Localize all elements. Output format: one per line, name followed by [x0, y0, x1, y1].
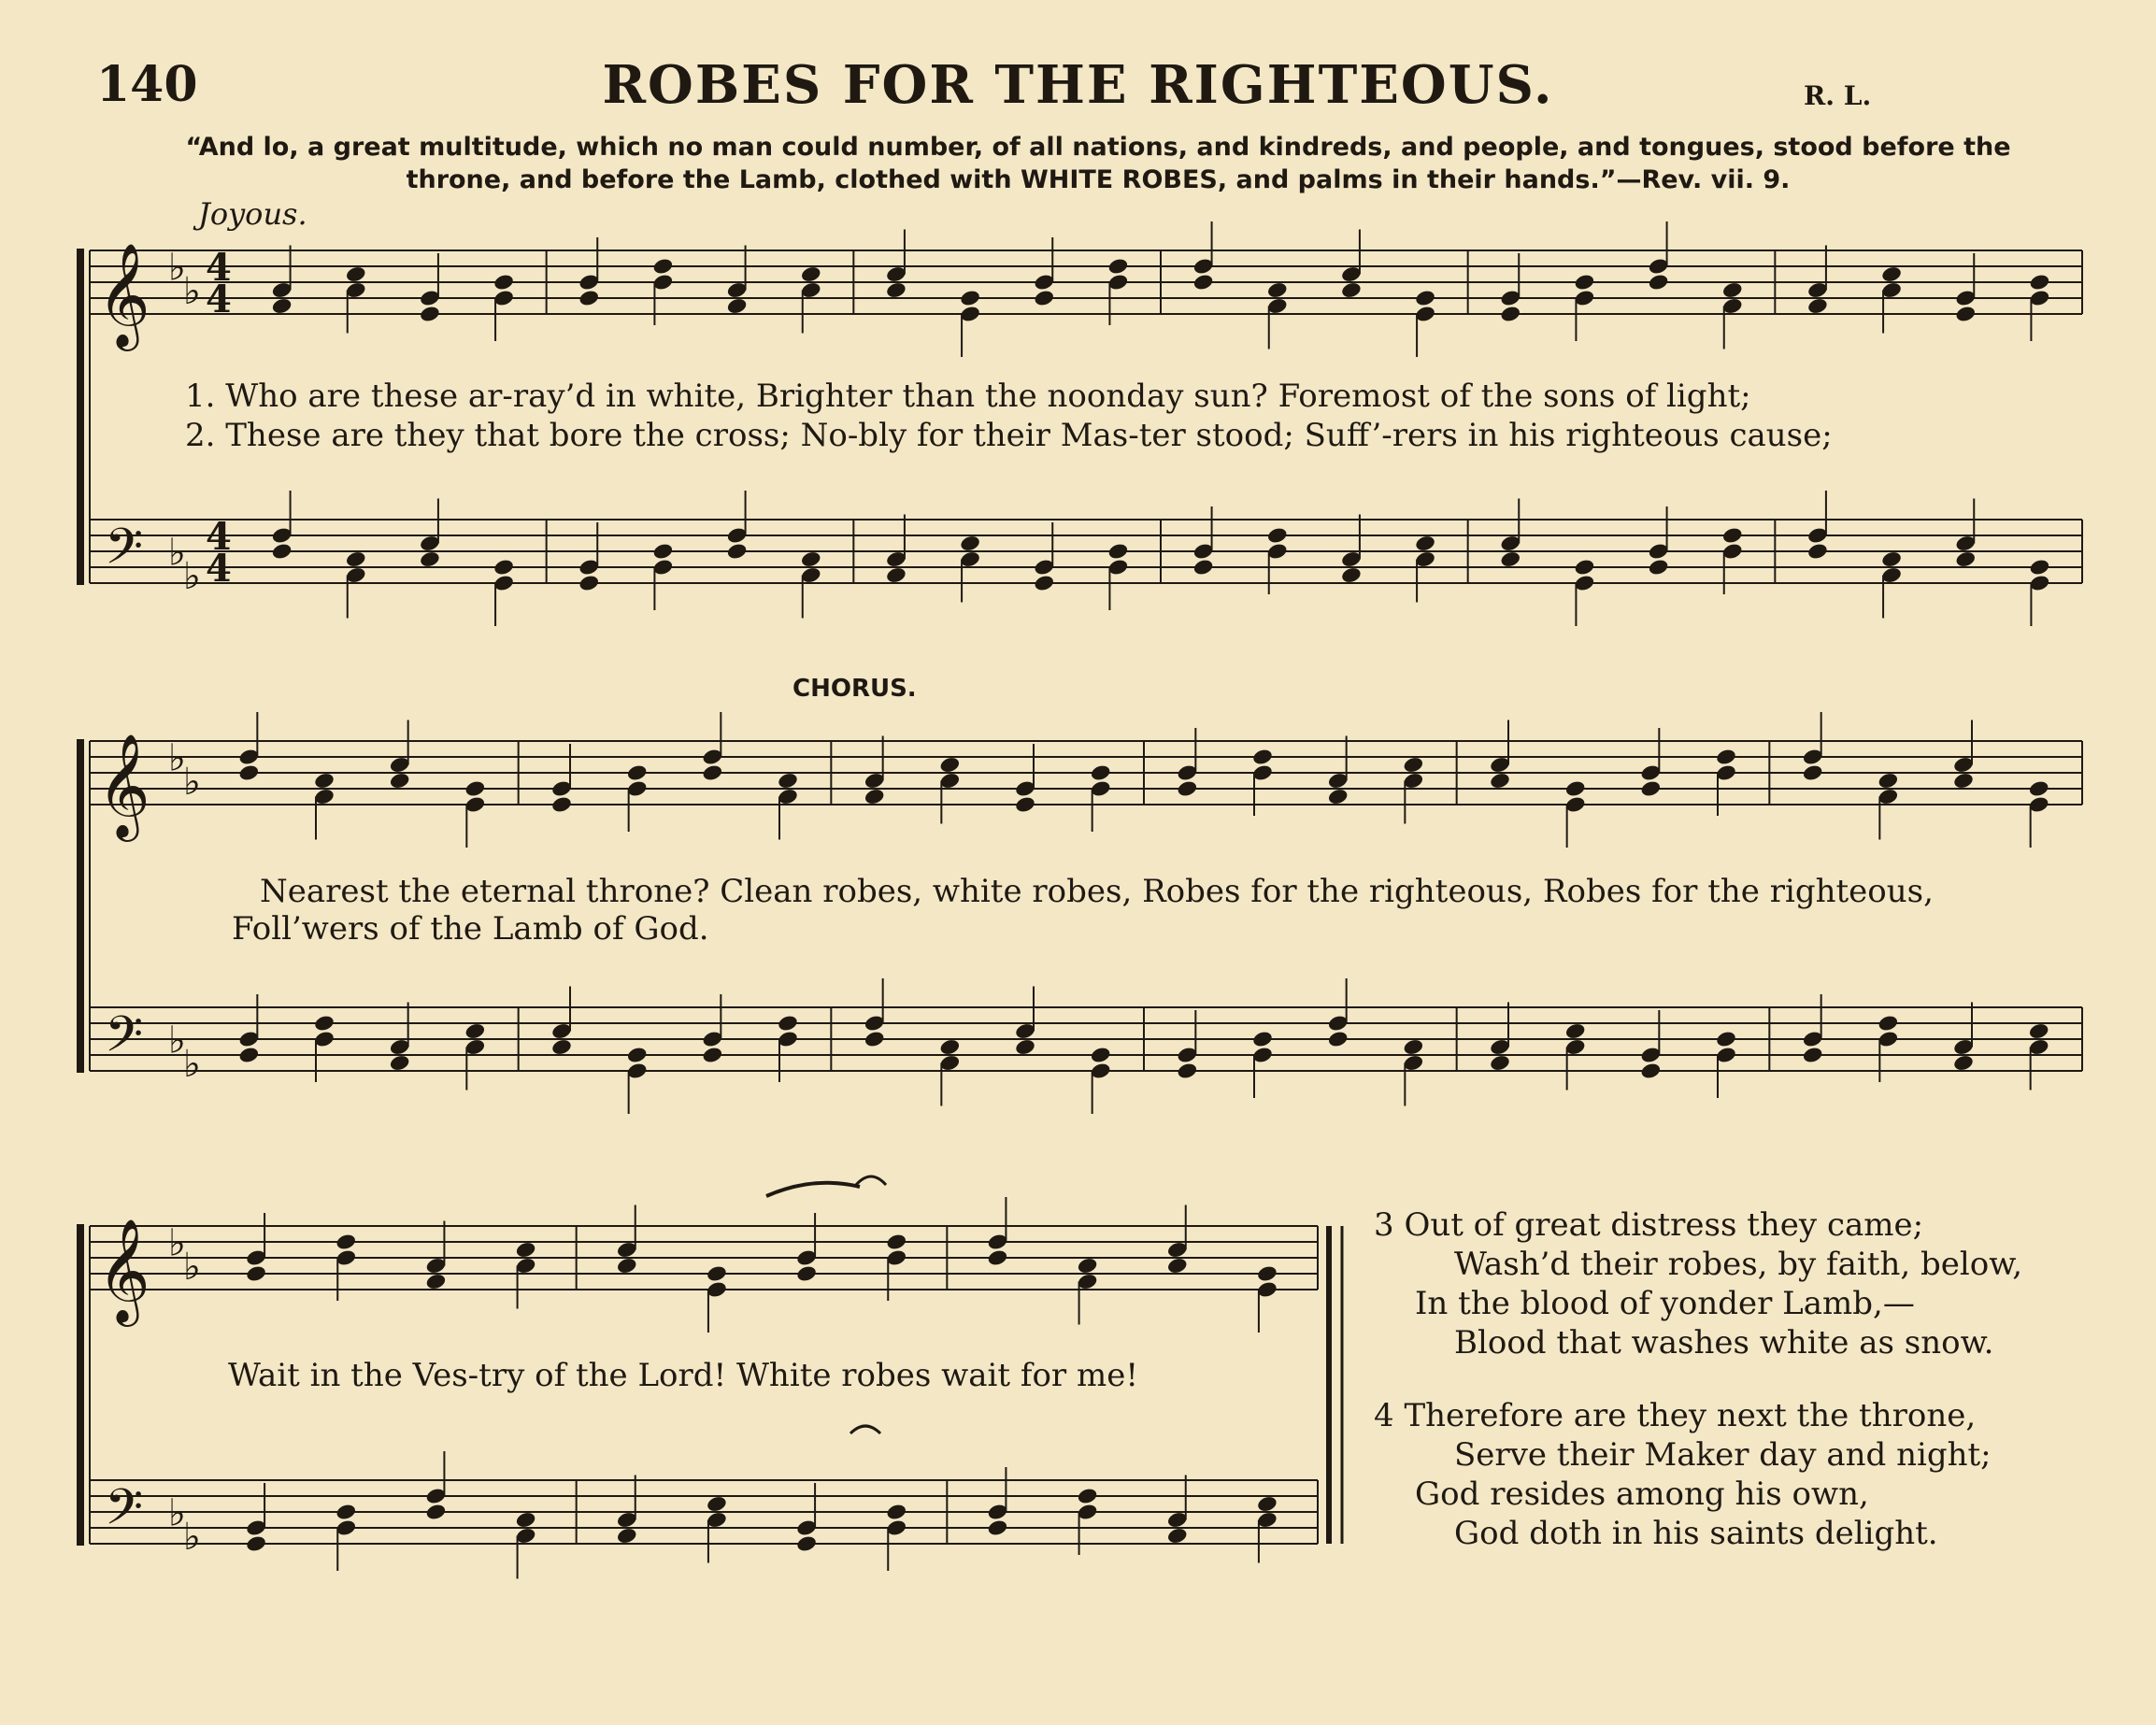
treble-note	[1414, 289, 1436, 307]
treble-note	[652, 257, 675, 276]
fermata-icon	[856, 1176, 886, 1185]
treble-note	[1256, 1264, 1278, 1283]
treble-note	[1878, 772, 1900, 791]
treble-note	[1715, 748, 1737, 766]
treble-note	[464, 779, 487, 798]
bass-clef-icon: 𝄢	[105, 1006, 144, 1076]
flat-sign-icon: ♭	[168, 246, 186, 290]
bass-note	[1107, 542, 1130, 561]
bass-note	[1952, 1054, 1975, 1073]
hymn-author: R. L.	[1804, 80, 1872, 111]
bass-note	[1340, 566, 1363, 585]
bass-note	[1090, 1046, 1112, 1064]
treble-note	[1802, 763, 1824, 782]
bass-note	[626, 1046, 649, 1064]
treble-note	[550, 795, 573, 814]
bass-note	[1721, 526, 1744, 545]
tempo-marking: Joyous.	[198, 196, 307, 232]
bass-note	[1499, 550, 1521, 569]
hymn-title: ROBES FOR THE RIGHTEOUS.	[602, 54, 1554, 116]
treble-note	[777, 772, 799, 791]
treble-note	[1014, 795, 1036, 814]
treble-note	[1806, 297, 1829, 316]
treble-note	[425, 1273, 448, 1291]
bass-note	[425, 1503, 448, 1521]
treble-note	[1574, 273, 1596, 292]
treble-note	[1640, 779, 1663, 798]
bass-note	[987, 1518, 1009, 1537]
treble-note	[959, 289, 981, 307]
flat-sign-icon: ♭	[168, 1019, 186, 1062]
treble-note	[885, 281, 907, 300]
bass-note	[706, 1495, 728, 1514]
bass-note	[800, 550, 822, 569]
treble-note	[1077, 1257, 1099, 1276]
flat-sign-icon: ♭	[183, 270, 201, 313]
bass-note	[1574, 558, 1596, 577]
treble-note	[706, 1264, 728, 1283]
bass-note	[1266, 526, 1289, 545]
treble-note	[1489, 772, 1511, 791]
bass-note	[335, 1503, 357, 1521]
treble-note	[864, 788, 886, 806]
bass-note	[345, 550, 367, 569]
page-number: 140	[96, 56, 198, 113]
time-signature-digit: 4	[206, 547, 232, 591]
bass-note	[313, 1014, 336, 1033]
flat-sign-icon: ♭	[183, 761, 201, 804]
verse-3-line-1: 3 Out of great distress they came;	[1374, 1206, 1924, 1244]
bass-note	[2028, 1022, 2050, 1041]
bass-note	[1033, 574, 1055, 592]
additional-verses	[1374, 1205, 2022, 1553]
system-brace	[77, 249, 84, 585]
lyric-chorus-line-1: Nearest the eternal throne? Clean robes, white robes, Robes for the righteous, Robes for the righteous,	[260, 873, 1934, 910]
treble-note	[419, 305, 441, 323]
treble-note	[493, 273, 515, 292]
bass-note	[1489, 1054, 1511, 1073]
treble-note	[1327, 788, 1349, 806]
epigraph-line-1: “And lo, a great multitude, which no man could number, of all nations, and kindreds, and people, and tongues, stood before the	[185, 133, 2011, 162]
time-signature-digit: 4	[206, 278, 232, 321]
treble-note	[389, 772, 411, 791]
treble-note	[1266, 281, 1289, 300]
treble-note	[726, 297, 749, 316]
bass-note	[1802, 1046, 1824, 1064]
bass-note	[1327, 1030, 1349, 1048]
bass-note	[419, 550, 441, 569]
bass-note	[238, 1046, 261, 1064]
verse-4-line-3: God resides among his own,	[1415, 1476, 1869, 1513]
system-brace	[77, 739, 84, 1073]
lyric-verse-1: 1. Who are these ar-ray’d in white, Brighter than the noonday sun? Foremost of the sons of light;	[185, 378, 1751, 415]
treble-note	[1251, 748, 1274, 766]
bass-note	[959, 535, 981, 553]
treble-note	[795, 1264, 818, 1283]
treble-note	[1954, 305, 1977, 323]
flat-sign-icon: ♭	[168, 1491, 186, 1535]
bass-note	[885, 1503, 907, 1521]
bass-clef-icon: 𝄢	[105, 519, 144, 588]
bass-note	[271, 542, 293, 561]
treble-note	[313, 772, 336, 791]
treble-note	[1403, 756, 1425, 775]
bass-note	[1177, 1062, 1199, 1080]
treble-note	[245, 1264, 267, 1283]
treble-note	[1564, 779, 1587, 798]
flat-sign-icon: ♭	[183, 1516, 201, 1559]
bass-note	[550, 1038, 573, 1057]
bass-note	[1077, 1487, 1099, 1505]
bass-note	[578, 574, 600, 592]
verse-4-line-1: 4 Therefore are they next the throne,	[1374, 1397, 1977, 1434]
verse-4-line-2: Serve their Maker day and night;	[1454, 1436, 1992, 1474]
treble-note	[702, 763, 724, 782]
treble-note	[238, 763, 261, 782]
treble-note	[616, 1257, 638, 1276]
bass-note	[1014, 1038, 1036, 1057]
treble-note	[1340, 281, 1363, 300]
bass-note	[2029, 558, 2051, 577]
bass-note	[1192, 558, 1215, 577]
treble-note	[1721, 281, 1744, 300]
treble-note	[1880, 265, 1903, 284]
treble-note	[1033, 289, 1055, 307]
bass-note	[515, 1511, 537, 1530]
treble-note	[271, 297, 293, 316]
treble-note	[626, 763, 649, 782]
treble-note	[1499, 305, 1521, 323]
flat-sign-icon: ♭	[168, 736, 186, 780]
system-brace	[77, 1224, 84, 1546]
treble-note	[345, 265, 367, 284]
verse-3-line-2: Wash’d their robes, by faith, below,	[1454, 1246, 2023, 1283]
verse-4-line-4: God doth in his saints delight.	[1454, 1515, 1938, 1552]
bass-note	[939, 1038, 962, 1057]
treble-clef-icon: 𝄞	[97, 733, 150, 837]
treble-note	[1192, 273, 1215, 292]
treble-note	[1177, 779, 1199, 798]
bass-note	[245, 1534, 267, 1553]
lyric-chorus-line-2: Foll’wers of the Lamb of God.	[232, 910, 709, 948]
treble-note	[939, 756, 962, 775]
bass-note	[777, 1014, 799, 1033]
treble-note	[800, 265, 822, 284]
flat-sign-icon: ♭	[183, 1043, 201, 1086]
bass-note	[864, 1030, 886, 1048]
epigraph-line-2: throne, and before the Lamb, clothed with WHITE ROBES, and palms in their hands.”—Rev. vii. 9.	[406, 165, 1791, 194]
bass-note	[726, 542, 749, 561]
bass-note	[795, 1534, 818, 1553]
treble-note	[987, 1248, 1009, 1267]
bass-note	[464, 1022, 487, 1041]
bass-note	[1256, 1495, 1278, 1514]
bass-note	[1648, 558, 1670, 577]
treble-note	[1107, 257, 1130, 276]
lyric-chorus-line-3: Wait in the Ves-try of the Lord! White robes wait for me!	[228, 1357, 1139, 1394]
bass-clef-icon: 𝄢	[105, 1479, 144, 1548]
bass-note	[389, 1054, 411, 1073]
lyric-verse-2: 2. These are they that bore the cross; No-bly for their Mas-ter stood; Suff’-rers in his righteous cause;	[185, 417, 1833, 454]
time-signature-digit: 4	[206, 246, 232, 290]
bass-note	[1403, 1038, 1425, 1057]
treble-note	[885, 1233, 907, 1251]
bass-note	[616, 1527, 638, 1546]
bass-note	[1878, 1014, 1900, 1033]
bass-note	[1880, 550, 1903, 569]
bass-note	[1715, 1030, 1737, 1048]
treble-note	[1648, 273, 1670, 292]
bass-note	[652, 542, 675, 561]
bass-note	[1166, 1527, 1189, 1546]
bass-note	[493, 558, 515, 577]
flat-sign-icon: ♭	[168, 531, 186, 575]
treble-note	[1952, 772, 1975, 791]
bass-note	[1954, 550, 1977, 569]
treble-note	[2029, 273, 2051, 292]
bass-note	[885, 566, 907, 585]
verse-3-line-4: Blood that washes white as snow.	[1454, 1324, 1994, 1361]
treble-clef-icon: 𝄞	[97, 242, 150, 347]
bass-note	[702, 1046, 724, 1064]
flat-sign-icon: ♭	[183, 555, 201, 598]
treble-note	[335, 1233, 357, 1251]
flat-sign-icon: ♭	[168, 1221, 186, 1265]
bass-note	[1806, 542, 1829, 561]
slur-mark	[766, 1183, 860, 1196]
treble-note	[1090, 763, 1112, 782]
chorus-label: CHORUS.	[792, 675, 917, 703]
verse-3-line-3: In the blood of yonder Lamb,—	[1415, 1285, 1915, 1322]
bass-note	[1564, 1022, 1587, 1041]
bass-note	[1251, 1030, 1274, 1048]
treble-note	[2028, 779, 2050, 798]
treble-note	[1166, 1257, 1189, 1276]
treble-note	[515, 1241, 537, 1260]
time-signature-digit: 4	[206, 515, 232, 559]
bass-note	[1640, 1062, 1663, 1080]
treble-note	[578, 289, 600, 307]
fermata-icon	[850, 1426, 880, 1433]
treble-clef-icon: 𝄞	[97, 1218, 150, 1322]
flat-sign-icon: ♭	[183, 1246, 201, 1289]
bass-note	[1414, 535, 1436, 553]
